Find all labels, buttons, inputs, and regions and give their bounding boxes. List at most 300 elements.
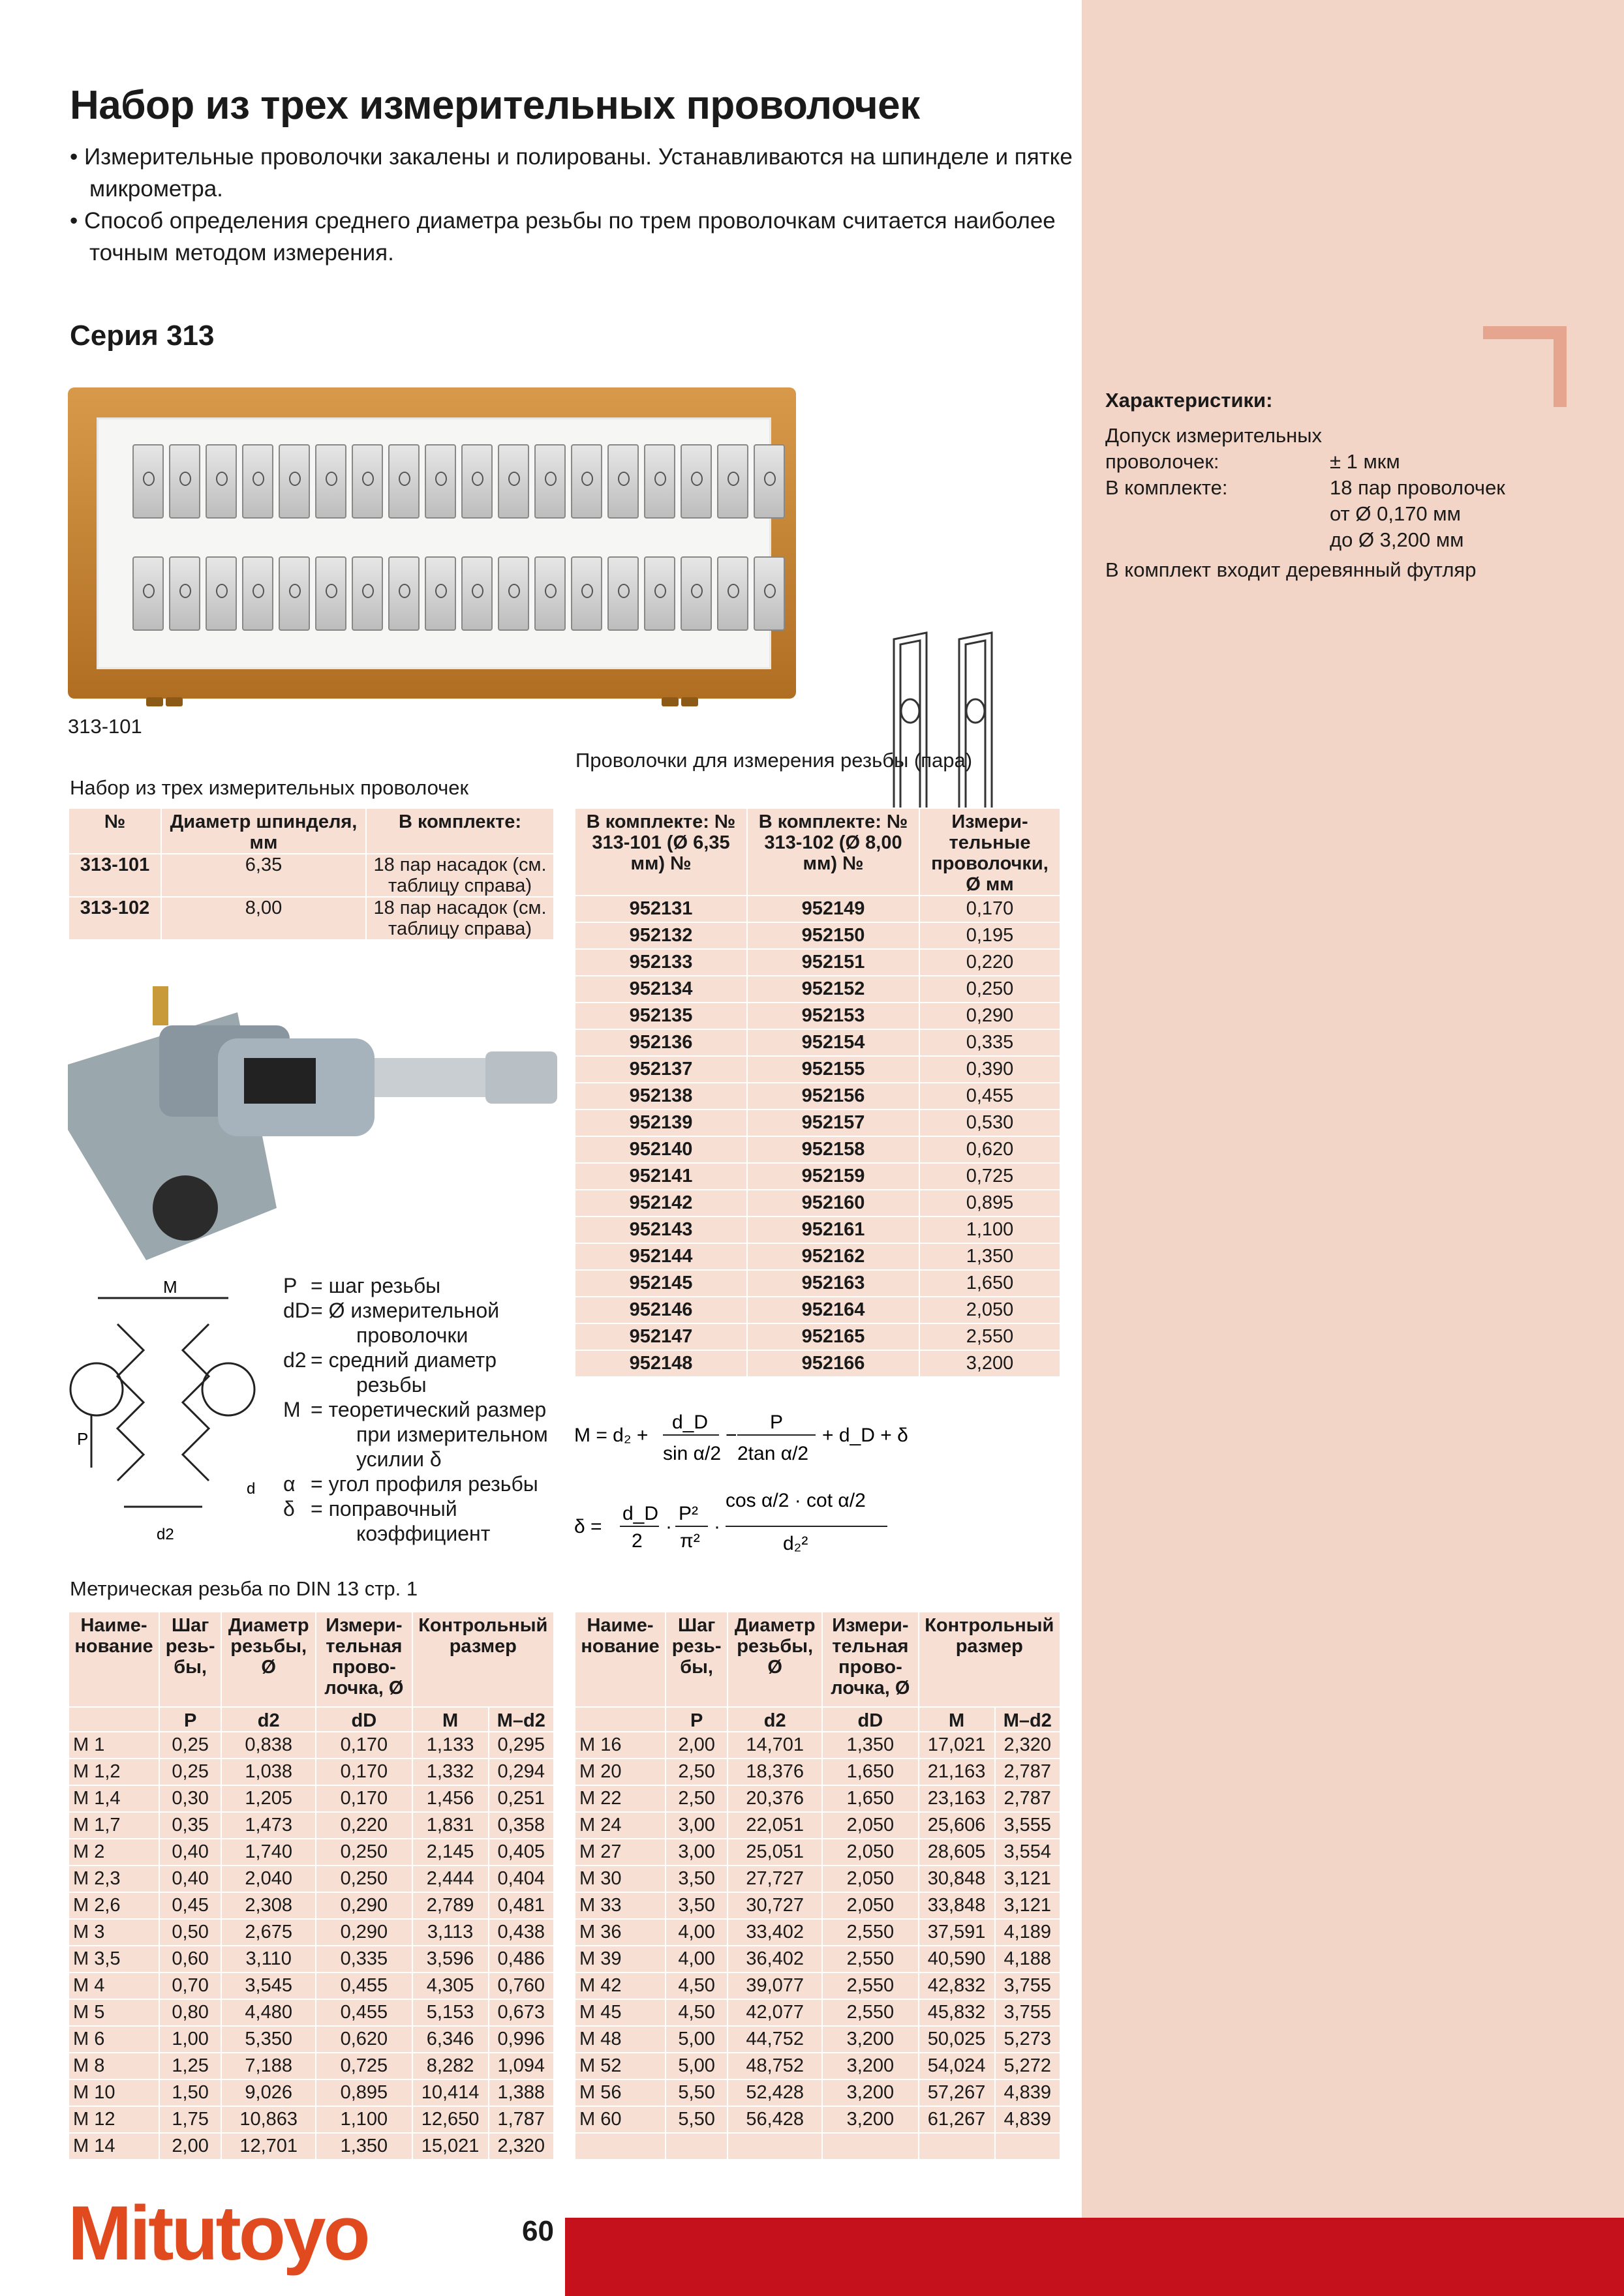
table-cell: 952156 [747,1083,919,1110]
legend-symbol: P [283,1274,298,1297]
wire-holder [534,556,566,631]
metric-col-header: Наиме-нование [575,1612,666,1707]
table-cell: 952138 [575,1083,747,1110]
table-cell: 1,75 [159,2106,221,2133]
table-cell: 952133 [575,949,747,976]
legend-symbol: d2 [283,1348,307,1372]
table-cell: 5,50 [666,2106,728,2133]
wire-set-case-photo [68,387,796,699]
legend-row [283,1422,548,1447]
table-cell: 2,787 [995,1785,1060,1812]
wire-holder [169,444,200,519]
set-table-caption: Набор из трех измерительных проволочек [70,776,469,799]
table-cell: 0,390 [919,1056,1060,1083]
legend-symbol [283,1422,311,1447]
table-row [575,1190,1060,1216]
wire-holder [717,556,748,631]
table-cell: 1,650 [822,1785,918,1812]
table-cell: M 24 [575,1812,666,1839]
metric-col-subheader [69,1707,159,1732]
table-cell: 952132 [575,922,747,949]
wire-holder [132,444,164,519]
table-row [69,1732,554,1759]
table-cell: 44,752 [728,2026,822,2053]
table-cell: 0,486 [489,1946,554,1972]
table-cell: 952145 [575,1270,747,1297]
table-row [575,1083,1060,1110]
table-cell: 2,145 [412,1839,489,1865]
bullet-list [70,141,1075,269]
table-cell: M 2 [69,1839,159,1865]
metric-caption: Метрическая резьба по DIN 13 стр. 1 [70,1577,418,1600]
table-cell: 952159 [747,1163,919,1190]
table-cell: 0,170 [919,896,1060,922]
corner-mark [1483,326,1567,407]
table-cell: 5,00 [666,2026,728,2053]
diagram-label-m: M [163,1278,177,1297]
table-row [69,1946,554,1972]
table-row [69,1812,554,1839]
table-row [575,1136,1060,1163]
table-cell: 0,250 [316,1865,412,1892]
table-cell: 8,00 [161,897,366,940]
metric-col-subheader [575,1707,666,1732]
table-cell: 2,50 [666,1759,728,1785]
metric-col-header: Контрольный размер [919,1612,1060,1707]
table-row [575,1732,1060,1759]
table-cell: 952143 [575,1216,747,1243]
table-cell: 0,170 [316,1785,412,1812]
metric-col-subheader: M–d2 [489,1707,554,1732]
table-cell: 0,895 [316,2079,412,2106]
wire-holder [681,444,712,519]
wire-holder [315,556,346,631]
table-cell: 28,605 [919,1839,995,1865]
table-cell: 0,404 [489,1865,554,1892]
legend-row [283,1323,548,1348]
table-cell: 952150 [747,922,919,949]
table-cell: M 52 [575,2053,666,2079]
page-number: 60 [522,2215,554,2247]
table-cell: 952141 [575,1163,747,1190]
table-row [575,1056,1060,1083]
table-cell: M 8 [69,2053,159,2079]
table-cell: 6,346 [412,2026,489,2053]
svg-text:2: 2 [632,1530,643,1552]
wire-holder [242,556,273,631]
table-cell [822,2133,918,2160]
table-cell: 23,163 [919,1785,995,1812]
table-cell: 3,121 [995,1865,1060,1892]
table-cell: 952155 [747,1056,919,1083]
table-cell: 1,100 [316,2106,412,2133]
table-cell [995,2133,1060,2160]
specs-title: Характеристики: [1105,389,1273,412]
svg-text:+ d_D + δ: + d_D + δ [822,1425,908,1446]
table-row [575,1759,1060,1785]
table-cell: 0,45 [159,1892,221,1919]
table-cell: 313-101 [69,854,161,897]
table-cell: 15,021 [412,2133,489,2160]
metric-table-left [68,1611,555,2160]
symbol-legend [283,1273,548,1546]
table-cell: 0,725 [919,1163,1060,1190]
table-cell: 2,050 [822,1839,918,1865]
metric-col-header: Измери-тельная прово-лочка, Ø [316,1612,412,1707]
table-cell: M 42 [575,1972,666,1999]
table-row [575,1297,1060,1323]
wire-holder [132,556,164,631]
wire-holder [754,556,785,631]
table-cell: 952139 [575,1110,747,1136]
table-cell: 3,200 [822,2106,918,2133]
table-cell: M 1 [69,1732,159,1759]
table-cell: 0,335 [316,1946,412,1972]
table-row [575,1946,1060,1972]
table-cell: 1,100 [919,1216,1060,1243]
table-cell: 4,839 [995,2106,1060,2133]
table-cell: 3,50 [666,1892,728,1919]
table-cell: 3,121 [995,1892,1060,1919]
wire-holder [169,556,200,631]
wire-holder [534,444,566,519]
wire-holder [352,556,383,631]
table-row [575,1919,1060,1946]
table-cell: 22,051 [728,1812,822,1839]
metric-col-subheader: dD [316,1707,412,1732]
set-col-header: Диаметр шпинделя, мм [161,808,366,854]
table-row [575,1972,1060,1999]
table-cell: 0,358 [489,1812,554,1839]
table-cell: 1,831 [412,1812,489,1839]
table-cell: 3,00 [666,1839,728,1865]
metric-col-header: Диаметр резьбы, Ø [728,1612,822,1707]
table-row [69,1759,554,1785]
table-cell: 1,50 [159,2079,221,2106]
table-cell: 0,996 [489,2026,554,2053]
table-row [69,1919,554,1946]
table-cell: 5,50 [666,2079,728,2106]
svg-text:d_D: d_D [672,1412,709,1433]
table-cell: 18,376 [728,1759,822,1785]
table-cell: 952146 [575,1297,747,1323]
table-row [575,1110,1060,1136]
svg-text:M = d₂ +: M = d₂ + [574,1425,649,1446]
page-title: Набор из трех измерительных проволочек [70,83,920,128]
wire-holder [388,556,420,631]
table-cell: M 4 [69,1972,159,1999]
table-cell: 12,701 [221,2133,316,2160]
wire-holder [644,556,675,631]
table-row [575,1029,1060,1056]
table-cell: 313-102 [69,897,161,940]
table-cell: 0,838 [221,1732,316,1759]
table-cell: 39,077 [728,1972,822,1999]
table-cell: M 1,2 [69,1759,159,1785]
table-cell: M 56 [575,2079,666,2106]
table-cell: 0,760 [489,1972,554,1999]
table-cell: 5,272 [995,2053,1060,2079]
wire-holder [681,556,712,631]
table-cell: M 14 [69,2133,159,2160]
table-row [575,949,1060,976]
table-cell: 3,113 [412,1919,489,1946]
table-cell: 18 пар насадок (см. таблицу справа) [366,854,554,897]
table-cell: M 30 [575,1865,666,1892]
spec-value: от Ø 0,170 мм [1330,502,1461,525]
table-cell: 9,026 [221,2079,316,2106]
table-cell: 1,00 [159,2026,221,2053]
table-cell: 952163 [747,1270,919,1297]
table-row [575,896,1060,922]
metric-col-header: Шаг резь-бы, [666,1612,728,1707]
legend-row [283,1472,548,1496]
table-cell: 2,550 [919,1323,1060,1350]
table-cell: M 1,7 [69,1812,159,1839]
metric-col-subheader: M–d2 [995,1707,1060,1732]
table-cell: 952165 [747,1323,919,1350]
specs-block [1105,423,1505,553]
table-row [69,2053,554,2079]
legend-symbol: α [283,1472,296,1496]
table-cell: 2,050 [822,1812,918,1839]
table-cell: M 6 [69,2026,159,2053]
table-cell: 12,650 [412,2106,489,2133]
spec-row [1105,423,1505,449]
table-cell: 1,133 [412,1732,489,1759]
table-cell: 952140 [575,1136,747,1163]
table-row [575,1003,1060,1029]
table-row [575,1163,1060,1190]
table-cell: M 20 [575,1759,666,1785]
table-cell: 57,267 [919,2079,995,2106]
table-cell: 48,752 [728,2053,822,2079]
table-cell: 4,50 [666,1999,728,2026]
table-cell: 21,163 [919,1759,995,1785]
metric-col-subheader: P [666,1707,728,1732]
table-cell [728,2133,822,2160]
table-cell: 2,550 [822,1946,918,1972]
table-cell: M 60 [575,2106,666,2133]
table-row [575,1216,1060,1243]
svg-text:·: · [714,1516,720,1537]
wire-holder [498,444,529,519]
table-cell: 952157 [747,1110,919,1136]
table-row [575,1999,1060,2026]
metric-col-header: Измери-тельная прово-лочка, Ø [822,1612,918,1707]
table-cell: 0,620 [919,1136,1060,1163]
table-cell [919,2133,995,2160]
set-col-header: № [69,808,161,854]
table-cell: 61,267 [919,2106,995,2133]
legend-symbol [283,1521,311,1546]
metric-table-right [574,1611,1061,2160]
table-cell: 2,00 [666,1732,728,1759]
legend-row [283,1372,548,1397]
legend-text: резьбы [356,1373,427,1397]
table-cell: 0,294 [489,1759,554,1785]
table-cell: 952153 [747,1003,919,1029]
table-row [575,1812,1060,1839]
table-cell: 0,290 [919,1003,1060,1029]
table-row [575,2079,1060,2106]
table-cell: 0,620 [316,2026,412,2053]
table-cell: 5,153 [412,1999,489,2026]
table-cell: M 1,4 [69,1785,159,1812]
table-cell: 952131 [575,896,747,922]
table-cell: 3,554 [995,1839,1060,1865]
table-cell: 1,25 [159,2053,221,2079]
table-cell: 50,025 [919,2026,995,2053]
table-row [575,1350,1060,1377]
table-row [575,922,1060,949]
table-cell: 10,863 [221,2106,316,2133]
table-cell: 0,250 [919,976,1060,1003]
legend-symbol: δ [283,1497,295,1520]
svg-text:d₂²: d₂² [783,1533,808,1554]
table-cell: 952134 [575,976,747,1003]
set-col-header: В комплекте: [366,808,554,854]
table-cell: 952152 [747,976,919,1003]
legend-symbol: dD [283,1299,310,1322]
table-cell: M 2,3 [69,1865,159,1892]
wire-holder [754,444,785,519]
table-cell: 40,590 [919,1946,995,1972]
table-row [69,1892,554,1919]
table-cell: 1,350 [822,1732,918,1759]
table-cell: 18 пар насадок (см. таблицу справа) [366,897,554,940]
legend-row [283,1521,548,1546]
spec-value: до Ø 3,200 мм [1330,528,1464,551]
table-cell: 2,050 [822,1892,918,1919]
table-cell: 2,444 [412,1865,489,1892]
table-cell: 0,530 [919,1110,1060,1136]
legend-text: = поправочный [311,1497,457,1520]
wire-holder [425,556,456,631]
table-cell: 0,290 [316,1919,412,1946]
table-cell: 2,050 [919,1297,1060,1323]
table-cell: 1,650 [919,1270,1060,1297]
table-cell: 952160 [747,1190,919,1216]
metric-col-header: Контрольный размер [412,1612,554,1707]
table-cell: 30,848 [919,1865,995,1892]
table-cell: M 22 [575,1785,666,1812]
table-cell: M 10 [69,2079,159,2106]
table-cell: 3,50 [666,1865,728,1892]
legend-symbol [283,1447,311,1472]
svg-text:d_D: d_D [622,1503,659,1524]
micrometer-photo [68,986,574,1260]
table-cell: 3,200 [822,2079,918,2106]
legend-symbol [283,1372,311,1397]
metric-col-subheader: d2 [728,1707,822,1732]
table-cell: M 3,5 [69,1946,159,1972]
legend-row [283,1298,548,1323]
table-cell: 0,405 [489,1839,554,1865]
spec-row [1105,501,1505,527]
metric-col-subheader: P [159,1707,221,1732]
legend-text: коэффициент [356,1522,491,1545]
table-row [575,976,1060,1003]
table-row [69,2026,554,2053]
table-cell: 25,606 [919,1812,995,1839]
legend-text: = шаг резьбы [311,1274,441,1297]
table-cell: 20,376 [728,1785,822,1812]
spec-row [1105,527,1505,553]
legend-symbol [283,1323,311,1348]
spec-value: ± 1 мкм [1330,450,1400,473]
table-cell: 0,895 [919,1190,1060,1216]
table-cell: 0,481 [489,1892,554,1919]
table-cell: 54,024 [919,2053,995,2079]
table-cell: 0,35 [159,1812,221,1839]
table-row [69,897,554,940]
table-cell: 0,335 [919,1029,1060,1056]
wire-holder [717,444,748,519]
table-cell: 5,00 [666,2053,728,2079]
table-cell: 2,550 [822,1972,918,1999]
table-cell: 3,596 [412,1946,489,1972]
table-cell: 4,00 [666,1946,728,1972]
table-row [575,1243,1060,1270]
table-cell: 1,456 [412,1785,489,1812]
table-cell: 4,189 [995,1919,1060,1946]
table-cell: 1,787 [489,2106,554,2133]
table-cell [575,2133,666,2160]
table-cell: 2,50 [666,1785,728,1812]
diagram-label-p: P [77,1429,89,1449]
table-cell: 952151 [747,949,919,976]
table-cell: 1,350 [919,1243,1060,1270]
table-cell: 0,30 [159,1785,221,1812]
table-cell: 0,170 [316,1732,412,1759]
table-cell: 0,25 [159,1759,221,1785]
table-cell: 3,200 [919,1350,1060,1377]
metric-col-subheader: M [412,1707,489,1732]
table-cell: M 5 [69,1999,159,2026]
figure-code: 313-101 [68,715,142,738]
table-cell: 1,473 [221,1812,316,1839]
metric-col-subheader: d2 [221,1707,316,1732]
table-cell: 0,170 [316,1759,412,1785]
legend-text: усилии δ [356,1447,442,1471]
table-cell: 7,188 [221,2053,316,2079]
table-cell: 3,755 [995,1999,1060,2026]
table-cell: 10,414 [412,2079,489,2106]
legend-row [283,1348,548,1372]
svg-text:π²: π² [680,1530,700,1552]
wire-holder [279,556,310,631]
table-cell: 25,051 [728,1839,822,1865]
table-cell: 1,388 [489,2079,554,2106]
table-cell: 1,038 [221,1759,316,1785]
table-row [69,1972,554,1999]
table-cell: 33,402 [728,1919,822,1946]
metric-col-header: Шаг резь-бы, [159,1612,221,1707]
table-cell: 4,188 [995,1946,1060,1972]
table-cell: 3,555 [995,1812,1060,1839]
table-cell: 0,60 [159,1946,221,1972]
table-row [69,854,554,897]
table-cell: 3,200 [822,2053,918,2079]
svg-text:·: · [666,1516,672,1537]
table-cell: 0,50 [159,1919,221,1946]
wire-holder [425,444,456,519]
table-cell: 2,789 [412,1892,489,1919]
table-cell: 952158 [747,1136,919,1163]
wire-holder [644,444,675,519]
table-row [575,1839,1060,1865]
